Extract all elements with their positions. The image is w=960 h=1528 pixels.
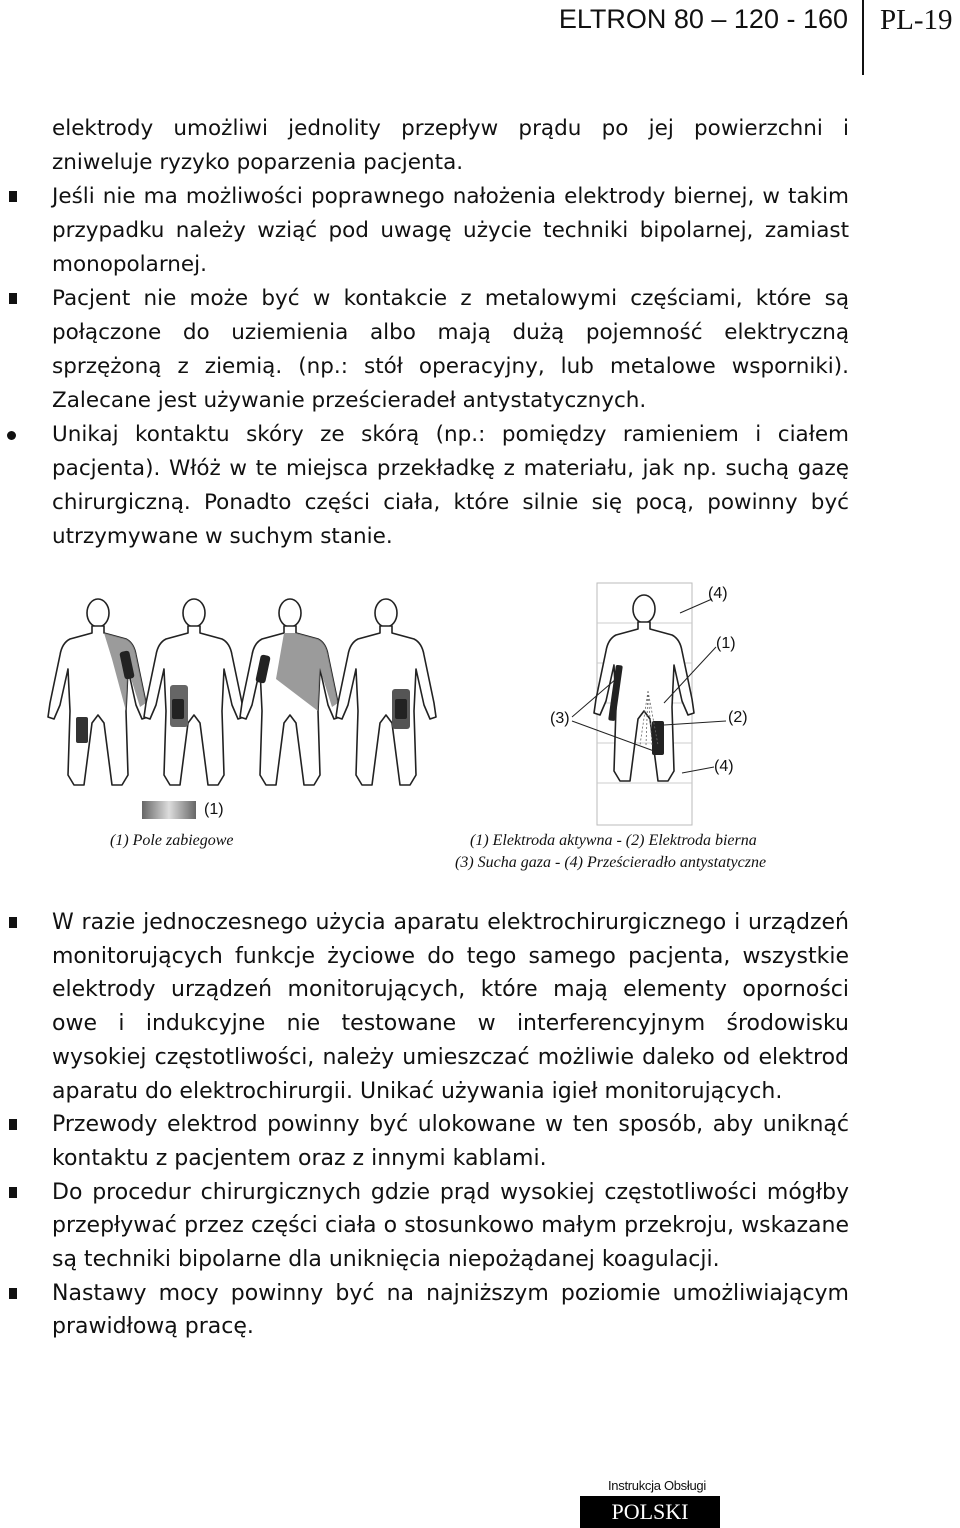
antistatic-sheet-diagram [572,583,726,825]
caption-gauze-sheet: (3) Sucha gaza - (4) Prześcieradło antystatyczne [455,854,767,871]
header-divider [862,0,864,75]
callout-sheet-top: (4) [708,585,728,602]
body-illustrations [0,575,960,875]
bullet-item-monitoring-devices: W razie jednoczesnego użycia aparatu elektrochirurgicznego i urządzeń monitorujących funkcje życiowe do tego samego pacjenta, wszystkie elektrody urządzeń monitorujących, które mają elementy oporności owe i indukcyjne nie testowane w interferencyjnym środowisku wysokiej częstotliwości, należy umieszczać możliwie daleko od elektrod aparatu do elektrochirurgii. Unikać używania igieł monitorujących. [52,906,849,1108]
paragraph-continuation: elektrody umożliwi jednolity przepływ prądu po jej powierzchni i zniweluje ryzyko poparzenia pacjenta. [52,116,849,175]
page-number: PL-19 [880,4,953,36]
body-figure-4 [336,599,436,785]
caption-treatment-field: (1) Pole zabiegowe [110,832,234,849]
electrode-placement-figure [0,575,960,875]
bullet-item-power-settings: Nastawy mocy powinny być na najniższym poziomie umożliwiającym prawidłową pracę. [52,1277,849,1344]
caption-electrodes: (1) Elektroda aktywna - (2) Elektroda bierna [470,832,757,849]
bullet-item-skin-contact: Unikaj kontaktu skóry ze skórą (np.: pomiędzy ramieniem i ciałem pacjenta). Włóż w te miejsca przekładkę z materiału, jak np. suchą gazę chirurgiczną. Ponadto części ciała, które silnie się pocą, powinny być utrzymywane w suchym stanie. [52,418,849,554]
bullet-item-bipolar: Jeśli nie ma możliwości poprawnego nałożenia elektrody biernej, w takim przypadku należy wziąć pod uwagę użycie techniki bipolarnej, zamiast monopolarnej. [52,180,849,282]
callout-active-electrode: (1) [716,635,736,652]
callout-passive-electrode: (2) [728,709,748,726]
body-figure-3 [240,599,340,785]
body-figure-2 [144,599,244,785]
footer-language-badge: POLSKI [580,1496,720,1528]
bullet-item-metal-contact: Pacjent nie może być w kontakcie z metalowymi częściami, które są połączone do uziemienia albo mają dużą pojemność elektryczną sprzężoną z ziemią. (np.: stół operacyjny, lub metalowe wsporniki). Zalecane jest używanie prześcieradeł antystatycznych. [52,282,849,418]
footer-manual-label: Instrukcja Obsługi [608,1478,706,1493]
body-figure-1 [48,599,148,785]
document-title: ELTRON 80 – 120 - 160 [558,4,848,34]
treatment-field-swatch [142,801,196,819]
top-text-block [52,112,849,554]
bottom-text-block [52,906,849,1344]
bullet-item-bipolar-techniques: Do procedur chirurgicznych gdzie prąd wysokiej częstotliwości mógłby przepływać przez części ciała o stosunkowo małym przekroju, wskazane są techniki bipolarne dla uniknięcia niepożądanej koagulacji. [52,1176,849,1277]
legend-label: (1) [204,801,224,818]
bullet-item-electrode-cables: Przewody elektrod powinny być ulokowane w ten sposób, aby uniknąć kontaktu z pacjentem oraz z innymi kablami. [52,1108,849,1175]
callout-dry-gauze: (3) [550,710,570,727]
callout-sheet-bottom: (4) [714,758,734,775]
